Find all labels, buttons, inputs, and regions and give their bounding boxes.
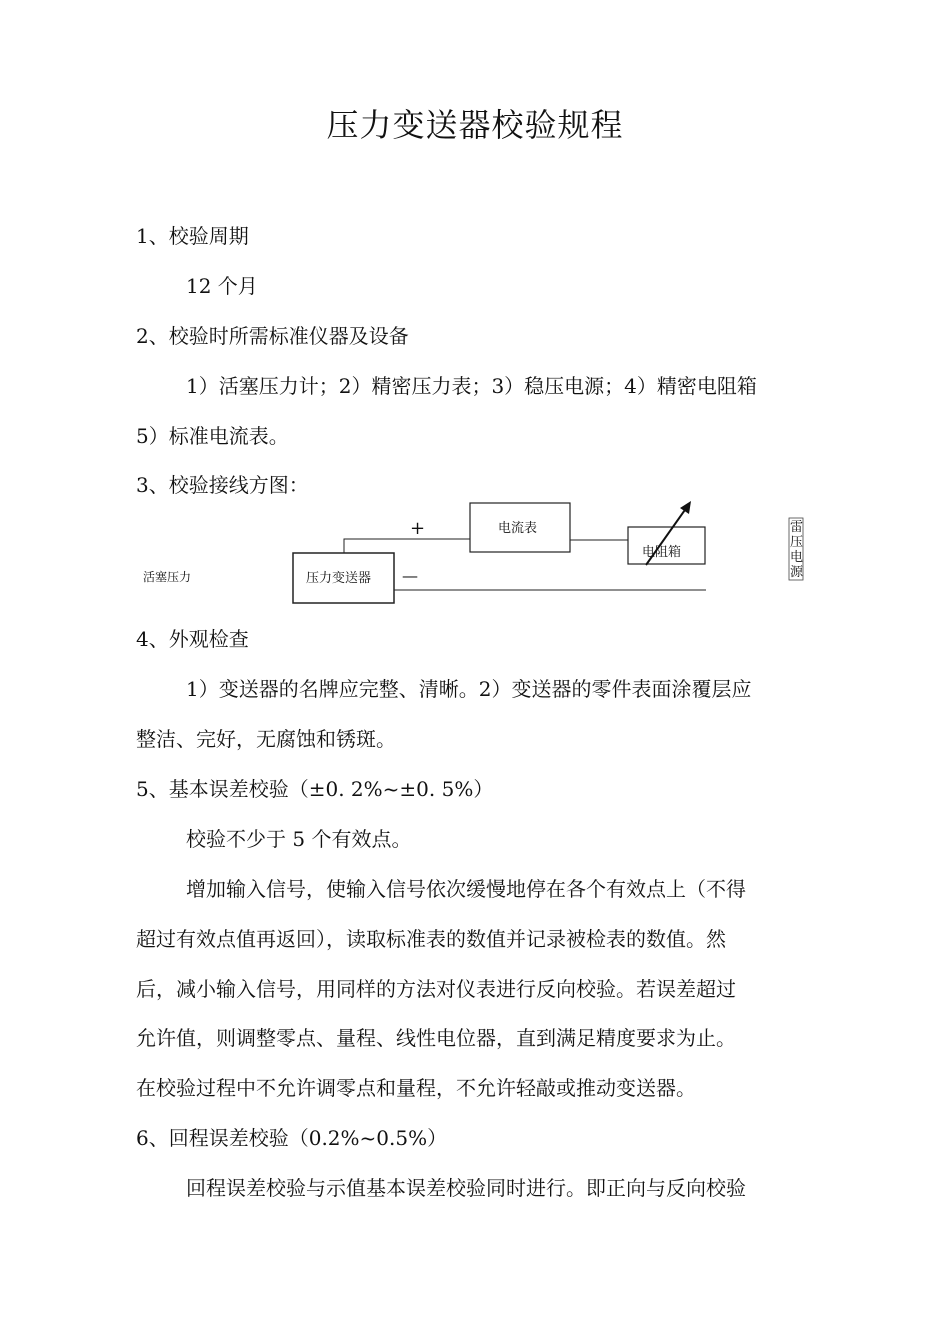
power-source-label: 雷压电源 xyxy=(790,520,804,580)
ammeter-label: 电流表 xyxy=(498,521,538,536)
section-5-heading: 5、基本误差校验（±0. 2%~±0. 5%） xyxy=(136,777,494,801)
section-5-body-line-3: 超过有效点值再返回），读取标准表的数值并记录被检表的数值。然 xyxy=(136,927,726,951)
piston-gauge-label: 活塞压力 xyxy=(143,570,192,584)
section-2-heading: 2、校验时所需标准仪器及设备 xyxy=(136,324,409,348)
resistor-box-label: 电阻箱 xyxy=(642,545,682,560)
section-2-body-line-1: 1）活塞压力计；2）精密压力表；3）稳压电源；4）精密电阻箱 xyxy=(186,374,757,398)
wiring-diagram xyxy=(0,490,950,620)
section-1-body: 12 个月 xyxy=(186,274,258,298)
section-5-body-line-5: 允许值，则调整零点、量程、线性电位器，直到满足精度要求为止。 xyxy=(136,1026,736,1050)
section-5-body-line-6: 在校验过程中不允许调零点和量程，不允许轻敲或推动变送器。 xyxy=(136,1076,696,1100)
transmitter-label: 压力变送器 xyxy=(306,571,372,586)
section-6-heading: 6、回程误差校验（0.2%~0.5%） xyxy=(136,1126,448,1150)
positive-wire xyxy=(344,539,470,553)
section-5-body-line-2: 增加输入信号，使输入信号依次缓慢地停在各个有效点上（不得 xyxy=(186,877,746,901)
section-1-heading: 1、校验周期 xyxy=(136,224,249,248)
resistor-arrow-head xyxy=(680,501,691,514)
section-4-heading: 4、外观检查 xyxy=(136,627,249,651)
page-title: 压力变送器校验规程 xyxy=(326,106,624,144)
section-4-body-line-1: 1）变送器的名牌应完整、清晰。2）变送器的零件表面涂覆层应 xyxy=(186,677,752,701)
minus-sign: — xyxy=(402,566,418,585)
section-4-body-line-2: 整洁、完好，无腐蚀和锈斑。 xyxy=(136,727,396,751)
section-2-body-line-2: 5）标准电流表。 xyxy=(136,424,289,448)
plus-sign: + xyxy=(410,518,426,539)
section-5-body-line-1: 校验不少于 5 个有效点。 xyxy=(186,827,412,851)
section-6-body-line-1: 回程误差校验与示值基本误差校验同时进行。即正向与反向校验 xyxy=(186,1176,746,1200)
section-3-heading: 3、校验接线方图： xyxy=(136,473,309,497)
section-5-body-line-4: 后，减小输入信号，用同样的方法对仪表进行反向校验。若误差超过 xyxy=(136,977,736,1001)
wiring-diagram-lines xyxy=(0,490,950,620)
